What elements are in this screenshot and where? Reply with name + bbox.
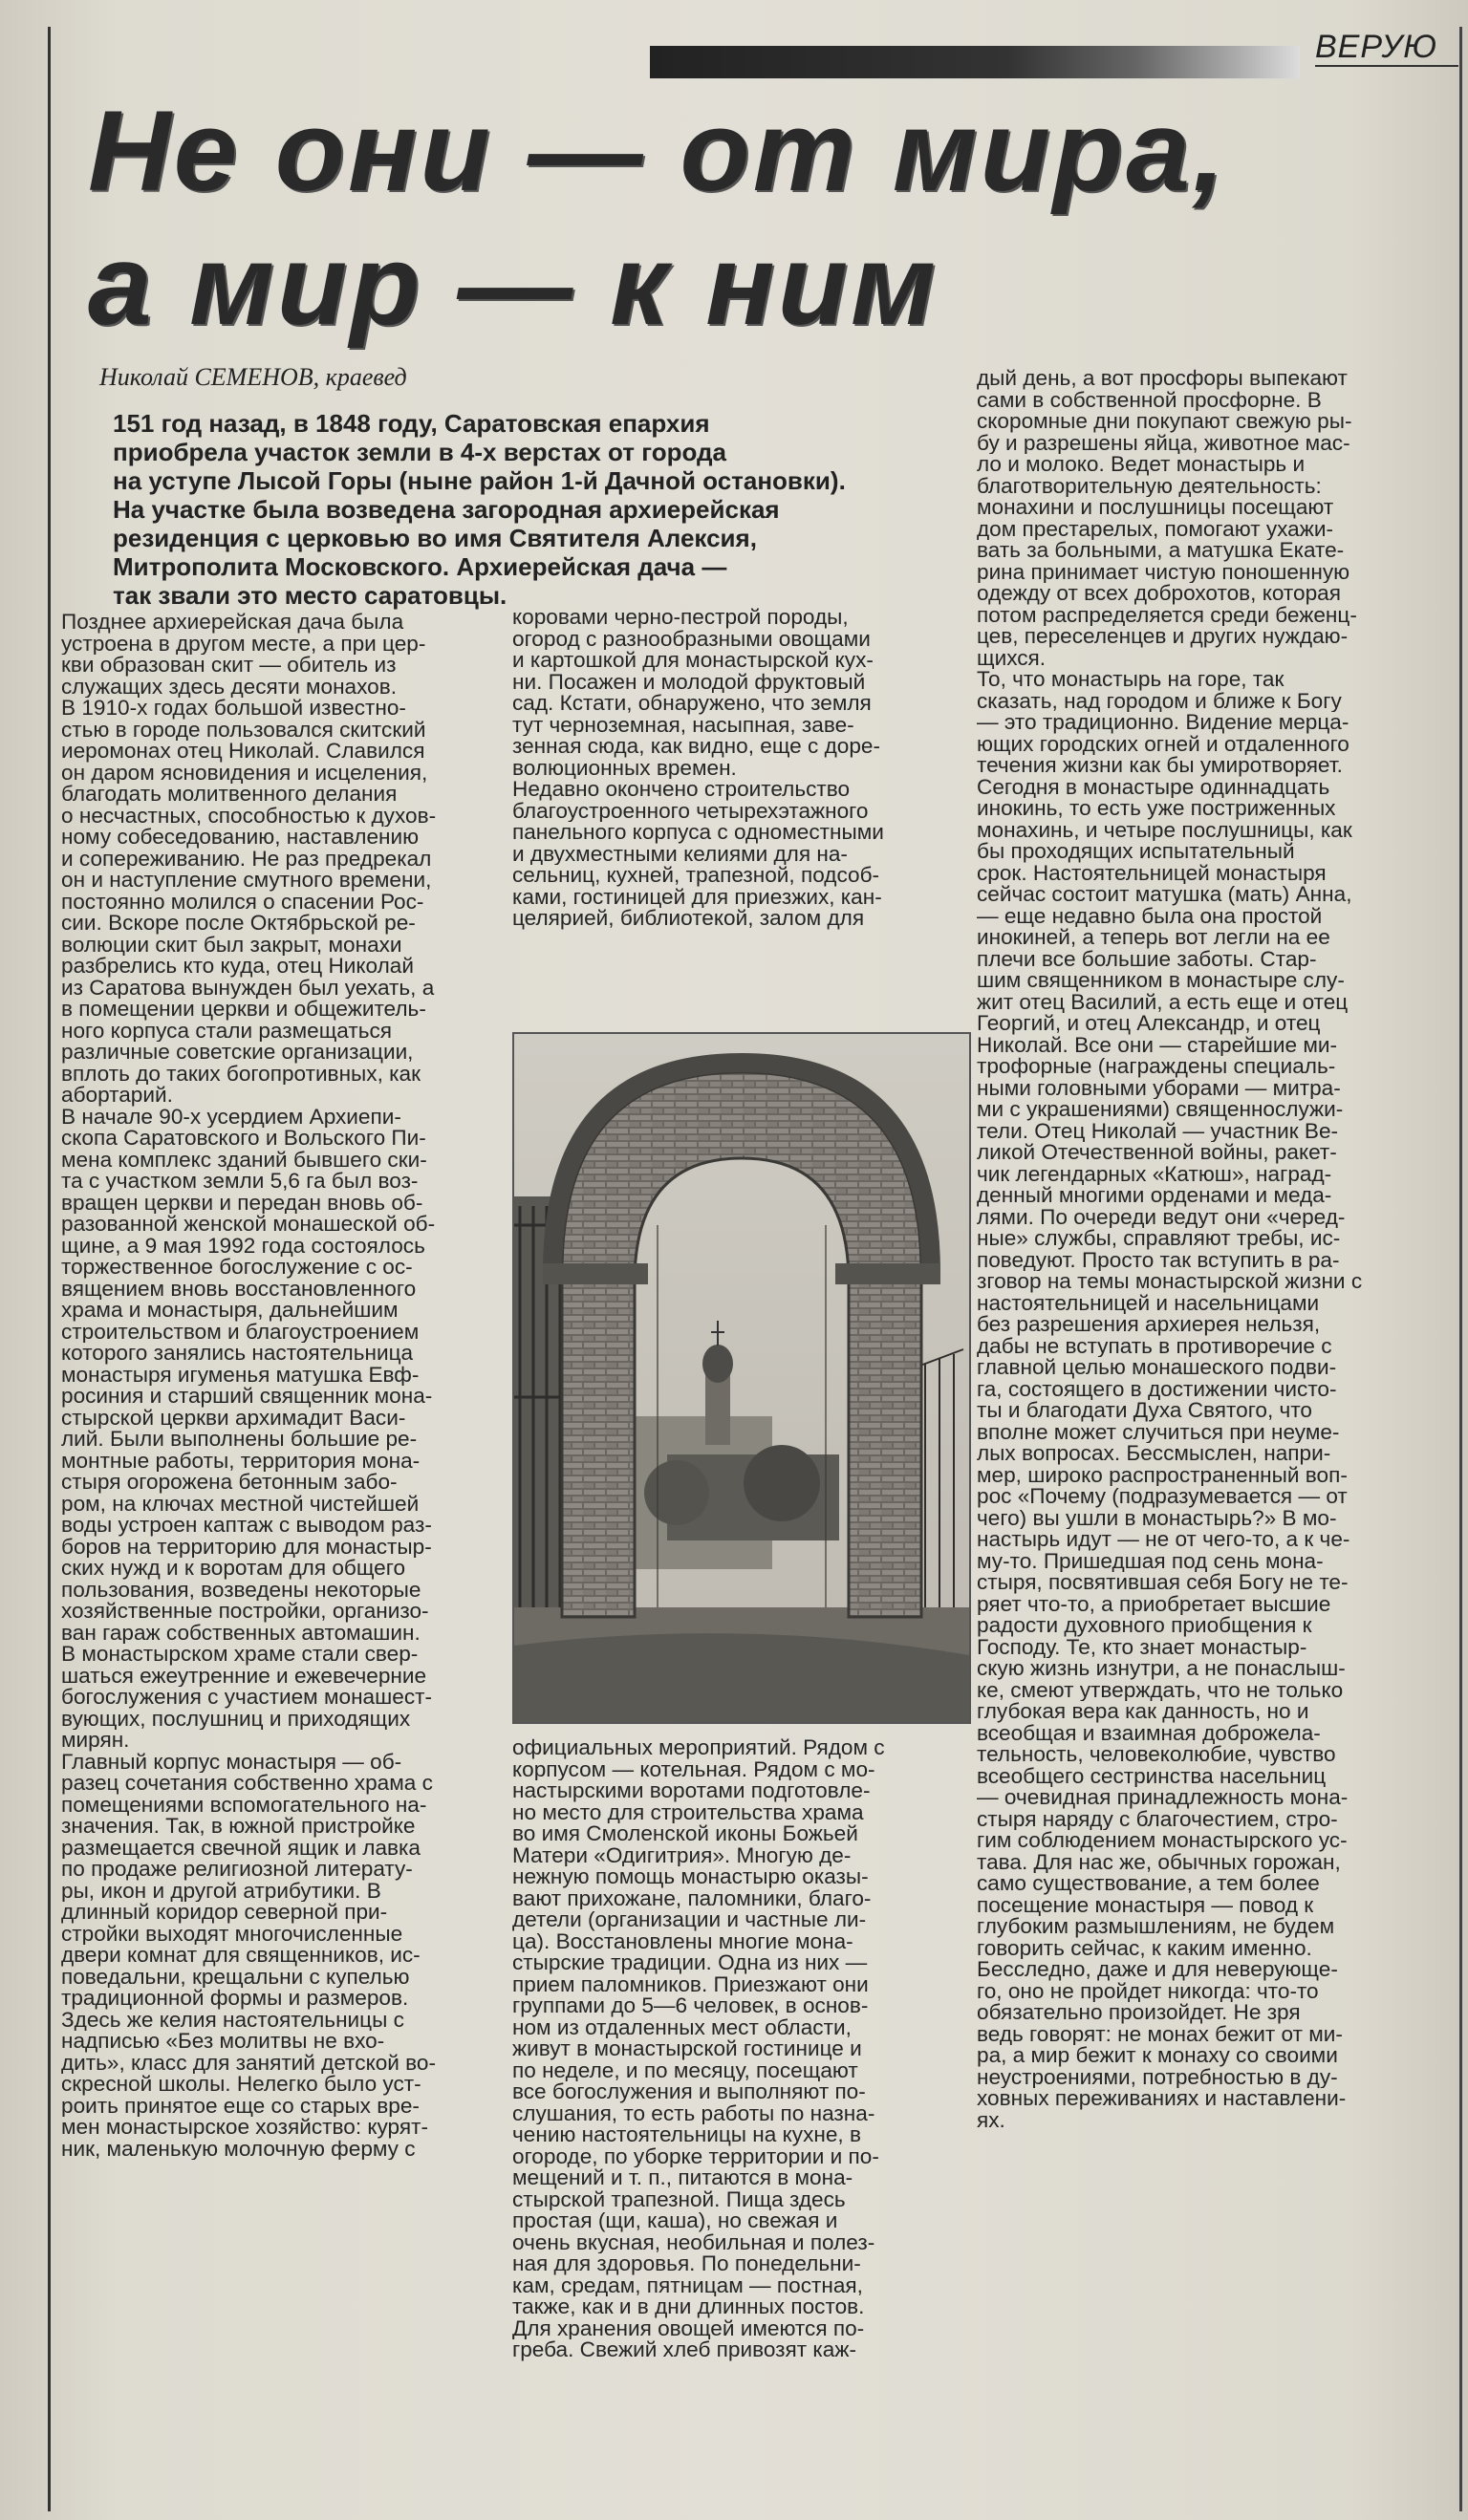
byline-author: Николай СЕМЕНОВ,: [99, 363, 320, 391]
text-line: он и наступление смутного времени,: [61, 870, 432, 892]
text-line: настырскими воротами подготовле-: [512, 1780, 871, 1802]
text-line: мер, широко распространенный воп-: [977, 1464, 1348, 1486]
text-line: щине, а 9 мая 1992 года состоялось: [61, 1235, 425, 1257]
text-line: дабы не вступать в противоречие с: [977, 1335, 1332, 1357]
text-line: во имя Смоленской иконы Божьей: [512, 1823, 858, 1845]
text-line: ющих городских огней и отдаленного: [977, 733, 1349, 755]
text-line: Господу. Те, кто знает монастыр-: [977, 1636, 1307, 1658]
text-line: слушания, то есть работы по назна-: [512, 2102, 875, 2124]
text-line: скую жизнь изнутри, а не понаслыш-: [977, 1658, 1346, 1680]
text-line: группами до 5—6 человек, в основ-: [512, 1995, 869, 2017]
text-line: ному собеседованию, наставлению: [61, 827, 420, 849]
text-line: стырские традиции. Одна из них —: [512, 1952, 868, 1974]
text-line: щихся.: [977, 647, 1047, 669]
text-line: ном из отдаленных мест области,: [512, 2016, 852, 2038]
text-line: инокиней, а теперь вот легли на ее: [977, 927, 1330, 949]
text-line: длинный коридор северной при-: [61, 1902, 388, 1924]
text-line: бы проходящих испытательный: [977, 841, 1295, 863]
text-line: всеобщего сестринства насельниц: [977, 1765, 1327, 1787]
text-line: ни. Посажен и молодой фруктовый: [512, 671, 866, 693]
text-line: ром, на ключах местной чистейшей: [61, 1493, 420, 1515]
text-line: монтные работы, территория мона-: [61, 1450, 421, 1472]
text-line: по неделе, и по месяцу, посещают: [512, 2059, 858, 2081]
text-line: корпусом — котельная. Рядом с мо-: [512, 1758, 875, 1780]
text-line: скресной школы. Нелегко было уст-: [61, 2074, 421, 2096]
left-column-rule: [48, 27, 51, 2511]
text-line: Георгий, и отец Александр, и отец: [977, 1013, 1321, 1035]
text-line: мирян.: [61, 1730, 130, 1752]
text-line: бу и разрешены яйца, животное мас-: [977, 432, 1350, 454]
text-line: и сопереживанию. Не раз предрекал: [61, 848, 432, 870]
text-line: зговор на темы монастырской жизни с: [977, 1271, 1363, 1293]
text-line: инокинь, то есть уже постриженных: [977, 798, 1336, 820]
text-line: ные» службы, справляют требы, ис-: [977, 1228, 1341, 1250]
text-line: благотворительную деятельность:: [977, 475, 1322, 497]
text-line: воды устроен каптаж с выводом раз-: [61, 1515, 432, 1537]
text-line: волюции скит был закрыт, монахи: [61, 934, 402, 956]
lead-line: на уступе Лысой Горы (ныне район 1-й Дачной остановки).: [113, 466, 846, 495]
text-line: ная для здоровья. По понедельни-: [512, 2253, 861, 2275]
article-column-3: [977, 368, 1428, 2131]
brick-arch-gate-image: [514, 1034, 969, 1722]
text-line: строительством и благоустроением: [61, 1321, 420, 1343]
text-line: срок. Настоятельницей монастыря: [977, 862, 1327, 884]
monastery-gate-photo: [512, 1032, 971, 1724]
byline-role: краевед: [325, 363, 407, 391]
text-line: значения. Так, в южной пристройке: [61, 1816, 416, 1838]
byline: [99, 363, 407, 392]
text-line: Бесследно, даже и для неверующе-: [977, 1959, 1338, 1981]
text-line: разец сочетания собственно храма с: [61, 1773, 433, 1795]
text-line: ряет что-то, а приобретает высшие: [977, 1593, 1331, 1615]
text-line: постоянно молился о спасении Рос-: [61, 891, 424, 913]
text-line: ми с украшениями) священнослужи-: [977, 1099, 1344, 1121]
text-line: хозяйственные постройки, организо-: [61, 1601, 429, 1623]
text-line: в помещении церкви и общежитель-: [61, 999, 426, 1021]
text-line: дом престарелых, помогают ухажи-: [977, 518, 1333, 540]
text-line: шим священником в монастыре слу-: [977, 970, 1345, 992]
text-line: которого занялись настоятельница: [61, 1343, 414, 1365]
text-line: та с участком земли 5,6 га был воз-: [61, 1171, 419, 1193]
text-line: ками, гостиницей для приезжих, кан-: [512, 886, 882, 908]
article-column-2-bottom: [512, 1737, 939, 2361]
text-line: о несчастных, способностью к духов-: [61, 805, 437, 827]
text-line: сказать, над городом и ближе к Богу: [977, 690, 1342, 712]
text-line: мена комплекс зданий бывшего ски-: [61, 1149, 427, 1171]
text-line: боров на территорию для монастыр-: [61, 1536, 432, 1558]
right-column-rule: [1459, 27, 1462, 2511]
text-line: по продаже религиозной литерату-: [61, 1859, 413, 1881]
lead-line: приобрела участок земли в 4-х верстах от города: [113, 438, 726, 466]
text-line: Для хранения овощей имеются по-: [512, 2317, 865, 2339]
text-line: ван гараж собственных автомашин.: [61, 1622, 421, 1644]
text-line: само существование, а тем более: [977, 1873, 1320, 1895]
text-line: мен монастырское хозяйство: курят-: [61, 2117, 428, 2139]
lead-line: так звали это место саратовцы.: [113, 581, 507, 610]
text-line: ховных переживаниях и наставлени-: [977, 2088, 1347, 2110]
text-line: лями. По очереди ведут они «черед-: [977, 1206, 1346, 1228]
lead-line: 151 год назад, в 1848 году, Саратовская епархия: [113, 409, 710, 438]
text-line: плечи все большие заботы. Стар-: [977, 948, 1317, 970]
headline-line-2: а мир — к ним: [88, 221, 939, 349]
text-line: ра, а мир бежит к монаху со своими: [977, 2045, 1338, 2067]
text-line: размещается свечной ящик и лавка: [61, 1837, 421, 1859]
text-line: без разрешения архиерея нельзя,: [977, 1314, 1321, 1336]
lead-line: резиденция с церковью во имя Святителя Алексия,: [113, 524, 757, 552]
text-line: вполне может случиться при неуме-: [977, 1421, 1340, 1443]
text-line: разбрелись кто куда, отец Николай: [61, 956, 414, 978]
text-line: традиционной формы и размеров.: [61, 1988, 409, 2010]
text-line: вать за больными, а матушка Екате-: [977, 540, 1345, 562]
text-line: рина принимает чистую поношенную: [977, 561, 1350, 583]
text-line: он даром ясновидения и исцеления,: [61, 762, 428, 784]
text-line: Здесь же келия настоятельницы с: [61, 2009, 404, 2031]
text-line: устроена в другом месте, а при цер-: [61, 633, 426, 655]
text-line: глубоким размышлениям, не будем: [977, 1916, 1335, 1938]
text-line: потом распределяется среди беженц-: [977, 604, 1357, 626]
text-line: тут черноземная, насыпная, заве-: [512, 714, 854, 736]
lead-line: На участке была возведена загородная архиерейская: [113, 495, 780, 524]
text-line: одежду от всех доброхотов, которая: [977, 583, 1341, 605]
text-line: ликой Отечественной войны, ракет-: [977, 1142, 1337, 1164]
text-line: глубокая вера как данность, но и: [977, 1701, 1309, 1723]
text-line: стыря огорожена бетонным забо-: [61, 1472, 398, 1494]
text-line: тели. Отец Николай — участник Ве-: [977, 1120, 1339, 1142]
text-line: благодать молитвенного делания: [61, 784, 398, 806]
text-line: богослужения с участием монашест-: [61, 1687, 432, 1709]
text-line: стыря наряду с благочестием, стро-: [977, 1808, 1338, 1830]
text-line: посещение монастыря — повод к: [977, 1894, 1314, 1916]
text-line: Николай. Все они — старейшие ми-: [977, 1034, 1338, 1056]
text-line: ца). Восстановлены многие мона-: [512, 1930, 853, 1952]
text-line: из Саратова вынужден был уехать, а: [61, 977, 435, 999]
text-line: ного корпуса стали размещаться: [61, 1020, 392, 1042]
text-line: надписью «Без молитвы не вхо-: [61, 2031, 385, 2053]
article-column-1: [61, 612, 495, 2160]
text-line: благоустроенного четырехэтажного: [512, 800, 869, 822]
text-line: денный многими орденами и меда-: [977, 1185, 1332, 1207]
text-line: дый день, а вот просфоры выпекают: [977, 368, 1348, 390]
text-line: скоромные дни покупают свежую ры-: [977, 411, 1352, 433]
text-line: настоятельницей и насельницами: [977, 1292, 1320, 1314]
text-line: но место для строительства храма: [512, 1801, 864, 1823]
text-line: огород с разнообразными овощами: [512, 628, 871, 650]
text-line: поведуют. Просто так вступить в ра-: [977, 1249, 1340, 1271]
text-line: сии. Вскоре после Октябрьской ре-: [61, 913, 416, 935]
section-underline: [1315, 65, 1458, 67]
text-line: живут в монастырской гостинице и: [512, 2038, 862, 2060]
text-line: абортарий.: [61, 1085, 173, 1107]
text-line: монахинь, и четыре послушницы, как: [977, 819, 1352, 841]
text-line: га, состоящего в достижении чисто-: [977, 1378, 1337, 1400]
lead-line: Митрополита Московского. Архиерейская дача —: [113, 552, 727, 581]
text-line: официальных мероприятий. Рядом с: [512, 1737, 885, 1759]
text-line: гим соблюдением монастырского ус-: [977, 1830, 1348, 1852]
text-line: ведь говорят: не монах бежит от ми-: [977, 2023, 1343, 2045]
text-line: Позднее архиерейская дача была: [61, 612, 404, 634]
text-line: То, что монастырь на горе, так: [977, 669, 1284, 691]
text-line: стройки выходят многочисленные: [61, 1923, 403, 1945]
text-line: вают прихожане, паломники, благо-: [512, 1887, 872, 1909]
text-line: ры, икон и другой атрибутики. В: [61, 1880, 381, 1902]
text-line: вящением вновь восстановленного: [61, 1278, 417, 1300]
text-line: неустроениями, потребностью в ду-: [977, 2066, 1338, 2088]
text-line: трофорные (награждены специаль-: [977, 1056, 1336, 1078]
text-line: говорить сейчас, к каким именно.: [977, 1937, 1312, 1959]
article-column-2-top: [512, 607, 939, 930]
text-line: — очевидная принадлежность мона-: [977, 1787, 1349, 1809]
text-line: цев, переселенцев и других нуждаю-: [977, 626, 1349, 648]
text-line: Сегодня в монастыре одиннадцать: [977, 776, 1330, 798]
text-line: лий. Были выполнены большие ре-: [61, 1429, 418, 1451]
text-line: пользования, возведены некоторые: [61, 1579, 421, 1601]
text-line: — это традиционно. Видение мерца-: [977, 712, 1349, 734]
text-line: скопа Саратовского и Вольского Пи-: [61, 1128, 426, 1150]
text-line: сельниц, кухней, трапезной, подсоб-: [512, 865, 880, 887]
text-line: зенная сюда, как видно, еще с доре-: [512, 736, 880, 758]
text-line: вующих, послушниц и приходящих: [61, 1708, 411, 1730]
text-line: ты и благодати Духа Святого, что: [977, 1400, 1312, 1422]
text-line: стью в городе пользовался скитский: [61, 719, 426, 741]
text-line: монастыря игуменья матушка Евф-: [61, 1364, 420, 1386]
text-line: мещений и т. п., питаются в мона-: [512, 2167, 853, 2189]
text-line: обязательно произойдет. Не зря: [977, 2002, 1301, 2024]
headline: [88, 84, 1426, 352]
text-line: настырь идут — не от чего-то, а к че-: [977, 1529, 1350, 1551]
text-line: различные советские организации,: [61, 1042, 414, 1064]
text-line: росиния и старший священник мона-: [61, 1386, 433, 1408]
text-line: сейчас состоит матушка (мать) Анна,: [977, 884, 1352, 906]
headline-line-1: Не они — от мира,: [88, 87, 1228, 215]
text-line: ке, смеют утверждать, что не только: [977, 1679, 1344, 1701]
text-line: — еще недавно была она простой: [977, 905, 1323, 927]
text-line: стырской трапезной. Пища здесь: [512, 2188, 846, 2210]
text-line: кви образован скит — обитель из: [61, 655, 397, 677]
text-line: ских нужд и к воротам для общего: [61, 1558, 406, 1580]
text-line: вплоть до таких богопротивных, как: [61, 1063, 421, 1085]
text-line: и двухместными келиями для на-: [512, 843, 848, 865]
section-header-bar: [650, 46, 1300, 78]
text-line: дить», класс для занятий детской во-: [61, 2052, 437, 2074]
text-line: чего) вы ушли в монастырь?» В мо-: [977, 1507, 1337, 1529]
text-line: коровами черно-пестрой породы,: [512, 607, 849, 629]
text-line: кам, средам, пятницам — постная,: [512, 2274, 863, 2296]
text-line: всеобщая и взаимная доброжела-: [977, 1722, 1321, 1744]
text-line: ях.: [977, 2109, 1005, 2131]
text-line: рос «Почему (подразумевается — от: [977, 1486, 1348, 1508]
text-line: радости духовного приобщения к: [977, 1615, 1312, 1637]
text-line: прием паломников. Приезжают они: [512, 1973, 869, 1995]
text-line: греба. Свежий хлеб привозят каж-: [512, 2339, 856, 2361]
text-line: жит отец Василий, а есть еще и отец: [977, 991, 1349, 1013]
text-line: чик легендарных «Катюш», наград-: [977, 1163, 1332, 1185]
text-line: огороде, по уборке территории и по-: [512, 2145, 879, 2167]
text-line: В монастырском храме стали свер-: [61, 1644, 419, 1666]
text-line: поведальни, крещальни с купелью: [61, 1966, 410, 1988]
text-line: ными головными уборами — митра-: [977, 1077, 1341, 1099]
text-line: монахини и послушницы посещают: [977, 497, 1334, 519]
text-line: ник, маленькую молочную ферму с: [61, 2138, 416, 2160]
text-line: сад. Кстати, обнаружено, что земля: [512, 693, 872, 715]
text-line: тава. Для нас же, обычных горожан,: [977, 1851, 1341, 1873]
text-line: волюционных времен.: [512, 757, 737, 779]
text-line: детели (организации и частные ли-: [512, 1909, 867, 1931]
text-line: также, как и в дни длинных постов.: [512, 2296, 865, 2318]
text-line: шаться ежеутренние и ежевечерние: [61, 1665, 427, 1687]
text-line: лых вопросах. Бессмыслен, напри-: [977, 1443, 1331, 1465]
text-line: целярией, библиотекой, залом для: [512, 908, 865, 930]
text-line: двери комнат для священников, ис-: [61, 1945, 421, 1967]
text-line: му-то. Пришедшая под сень мона-: [977, 1550, 1324, 1572]
text-line: стыря, посвятившая себя Богу не те-: [977, 1572, 1349, 1594]
text-line: В 1910-х годах большой известно-: [61, 698, 406, 720]
text-line: роить принятое еще со старых вре-: [61, 2095, 420, 2117]
text-line: простая (щи, каша), но свежая и: [512, 2210, 838, 2232]
text-line: го, оно не пройдет никогда: что-то: [977, 1980, 1319, 2002]
text-line: очень вкусная, необильная и полез-: [512, 2231, 875, 2253]
text-line: храма и монастыря, дальнейшим: [61, 1300, 399, 1322]
text-line: панельного корпуса с одноместными: [512, 822, 884, 844]
text-line: иеромонах отец Николай. Славился: [61, 741, 425, 763]
text-line: Главный корпус монастыря — об-: [61, 1751, 402, 1773]
text-line: торжественное богослужение с ос-: [61, 1257, 413, 1279]
text-line: ло и молоко. Ведет монастырь и: [977, 454, 1306, 476]
section-label: ВЕРУЮ: [1315, 29, 1438, 65]
text-line: служащих здесь десяти монахов.: [61, 676, 398, 698]
text-line: все богослужения и выполняют по-: [512, 2081, 866, 2103]
text-line: стырской церкви архимадит Васи-: [61, 1407, 406, 1429]
text-line: чению настоятельницы на кухне, в: [512, 2124, 861, 2146]
text-line: сами в собственной просфорне. В: [977, 389, 1322, 411]
lead-paragraph: [113, 409, 973, 610]
text-line: вращен церкви и передан вновь об-: [61, 1192, 423, 1214]
text-line: тельность, человеколюбие, чувство: [977, 1744, 1336, 1766]
text-line: помещениями вспомогательного на-: [61, 1794, 427, 1816]
text-line: Недавно окончено строительство: [512, 779, 851, 801]
text-line: течения жизни как бы умиротворяет.: [977, 755, 1343, 777]
text-line: В начале 90-х усердием Архиепи-: [61, 1106, 401, 1128]
text-line: главной целью монашеского подви-: [977, 1357, 1337, 1379]
text-line: и картошкой для монастырской кух-: [512, 650, 874, 672]
text-line: нежную помощь монастырю оказы-: [512, 1866, 869, 1888]
text-line: Матери «Одигитрия». Многую де-: [512, 1844, 852, 1866]
text-line: разованной женской монашеской об-: [61, 1214, 436, 1236]
